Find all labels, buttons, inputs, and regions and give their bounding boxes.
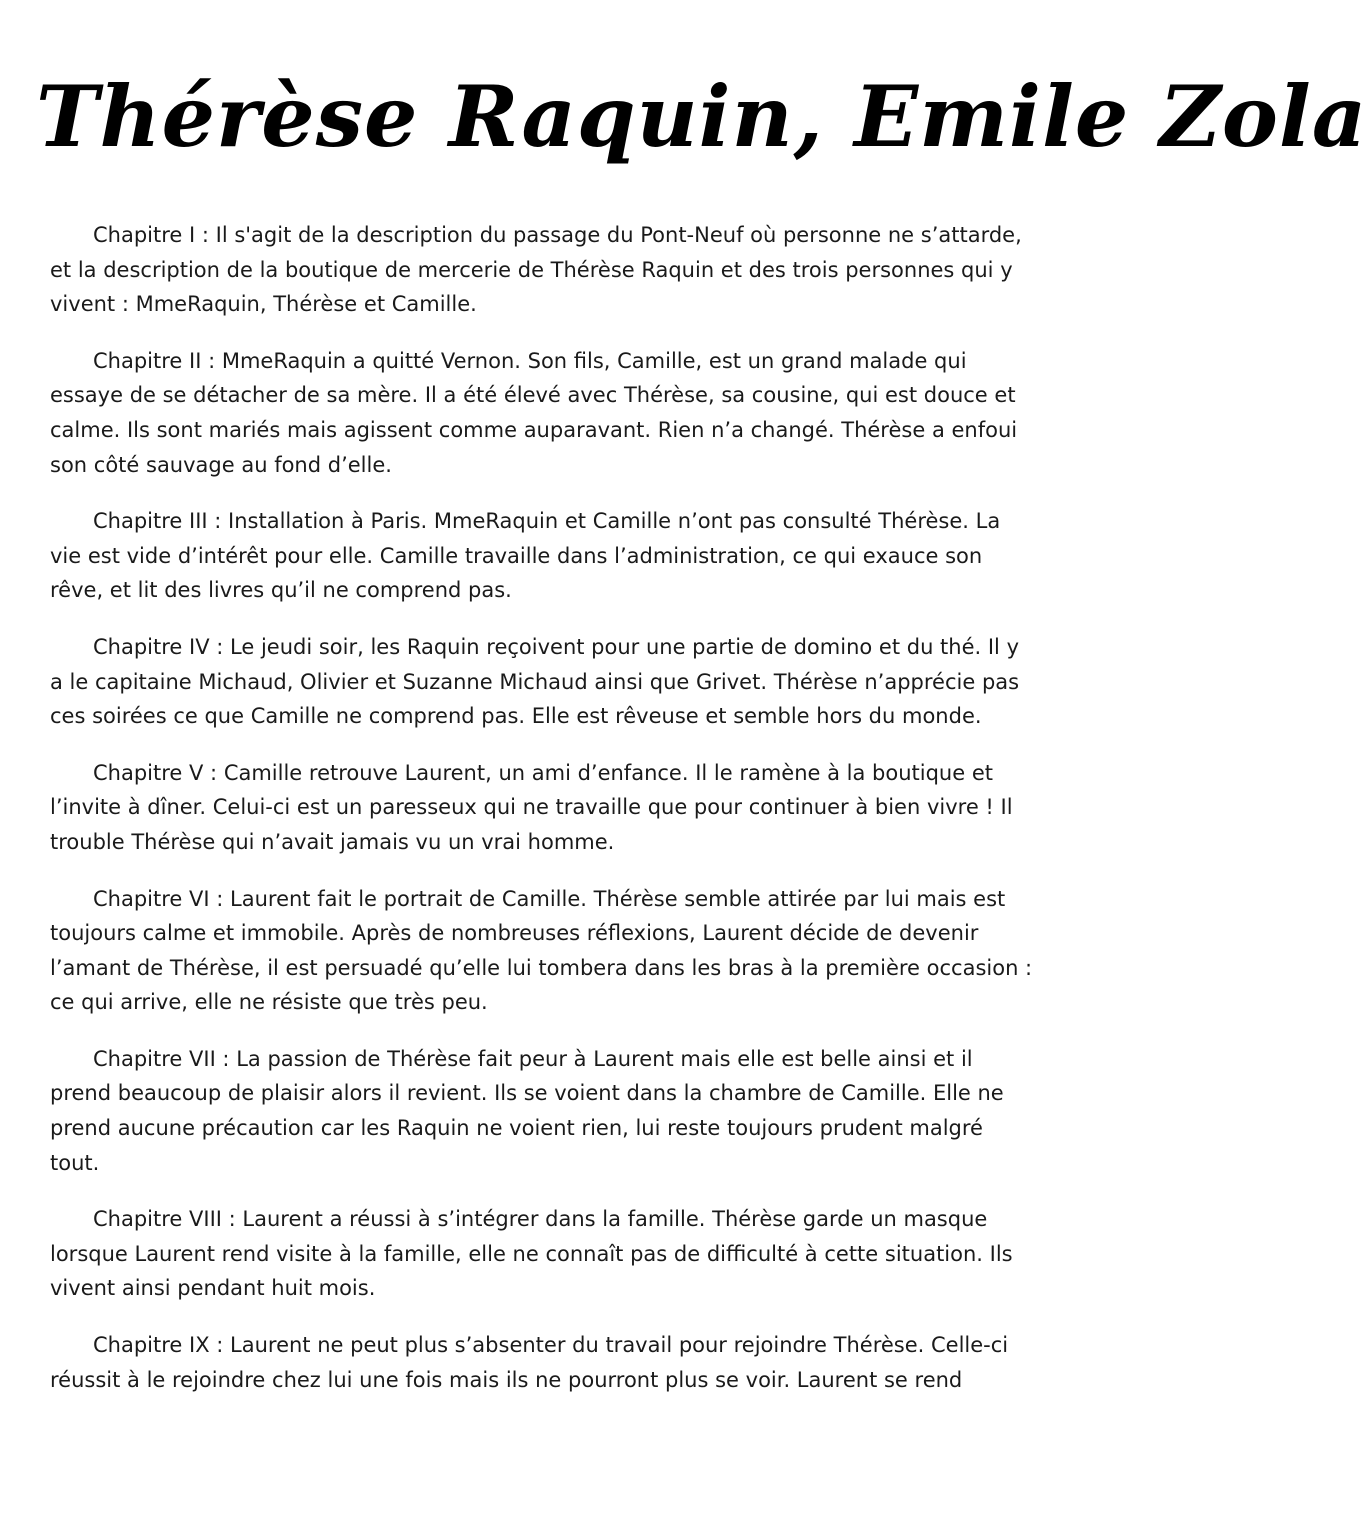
chapter-summary: Laurent a réussi à s’intégrer dans la famille. Thérèse garde un masque lorsque Laurent rend visite à la famille, elle ne connaît pas de difficulté à cette situation. Ils vivent ainsi pendant huit mois. bbox=[50, 1207, 1013, 1301]
chapter-label: Chapitre I : bbox=[93, 223, 209, 247]
chapter-paragraph-9 bbox=[50, 1328, 1035, 1397]
document-title: Thérèse Raquin, Emile Zola bbox=[36, 67, 1367, 166]
chapter-paragraph-5 bbox=[50, 756, 1035, 860]
chapter-paragraph-2 bbox=[50, 344, 1035, 482]
chapter-paragraph-6 bbox=[50, 882, 1035, 1020]
chapter-label: Chapitre VII : bbox=[93, 1046, 230, 1071]
chapter-paragraph-3 bbox=[50, 504, 1035, 608]
chapter-label: Chapitre V : bbox=[93, 760, 218, 785]
chapter-summary: Laurent ne peut plus s’absenter du travail pour rejoindre Thérèse. Celle-ci réussit à le rejoindre chez lui une fois mais ils ne pourront plus se voir. Laurent se rend bbox=[50, 1333, 1009, 1392]
chapter-summary: MmeRaquin a quitté Vernon. Son fils, Camille, est un grand malade qui essaye de se détacher de sa mère. Il a été élevé avec Thérèse, sa cousine, qui est douce et calme. Ils sont mariés mais agissent comme auparavant. Rien n’a changé. Thérèse a enfoui son côté sauvage au fond d’elle. bbox=[50, 348, 1018, 477]
document-body bbox=[50, 218, 1035, 1419]
chapter-summary: Le jeudi soir, les Raquin reçoivent pour une partie de domino et du thé. Il y a le capitaine Michaud, Olivier et Suzanne Michaud ainsi que Grivet. Thérèse n’apprécie pas ces soirées ce que Camille ne comprend pas. Elle est rêveuse et semble hors du monde. bbox=[50, 634, 1020, 729]
chapter-summary: La passion de Thérèse fait peur à Laurent mais elle est belle ainsi et il prend beaucoup de plaisir alors il revient. Ils se voient dans la chambre de Camille. Elle ne prend aucune précaution car les Raquin ne voient rien, lui reste toujours prudent malgré tout. bbox=[50, 1046, 1004, 1175]
chapter-label: Chapitre III : bbox=[93, 509, 222, 534]
chapter-paragraph-1 bbox=[50, 218, 1035, 322]
chapter-summary: Il s'agit de la description du passage du Pont-Neuf où personne ne s’attarde, et la description de la boutique de mercerie de Thérèse Raquin et des trois personnes qui y vivent : MmeRaquin, Thérèse et Camille. bbox=[50, 223, 1022, 317]
chapter-label: Chapitre VIII : bbox=[93, 1207, 236, 1232]
chapter-label: Chapitre IX : bbox=[93, 1333, 224, 1358]
chapter-paragraph-8 bbox=[50, 1202, 1035, 1306]
chapter-paragraph-4 bbox=[50, 630, 1035, 734]
chapter-paragraph-7 bbox=[50, 1042, 1035, 1180]
chapter-summary: Laurent fait le portrait de Camille. Thérèse semble attirée par lui mais est toujours calme et immobile. Après de nombreuses réflexions, Laurent décide de devenir l’amant de Thérèse, il est persuadé qu’elle lui tombera dans les bras à la première occasion : ce qui arrive, elle ne résiste que très peu. bbox=[50, 886, 1033, 1015]
chapter-summary: Camille retrouve Laurent, un ami d’enfance. Il le ramène à la boutique et l’invite à dîner. Celui-ci est un paresseux qui ne travaille que pour continuer à bien vivre ! Il trouble Thérèse qui n’avait jamais vu un vrai homme. bbox=[50, 760, 1013, 854]
chapter-summary: Installation à Paris. MmeRaquin et Camille n’ont pas consulté Thérèse. La vie est vide d’intérêt pour elle. Camille travaille dans l’administration, ce qui exauce son rêve, et lit des livres qu’il ne comprend pas. bbox=[50, 509, 1001, 603]
chapter-label: Chapitre VI : bbox=[93, 886, 224, 911]
chapter-label: Chapitre II : bbox=[93, 348, 216, 373]
chapter-label: Chapitre IV : bbox=[93, 634, 224, 659]
